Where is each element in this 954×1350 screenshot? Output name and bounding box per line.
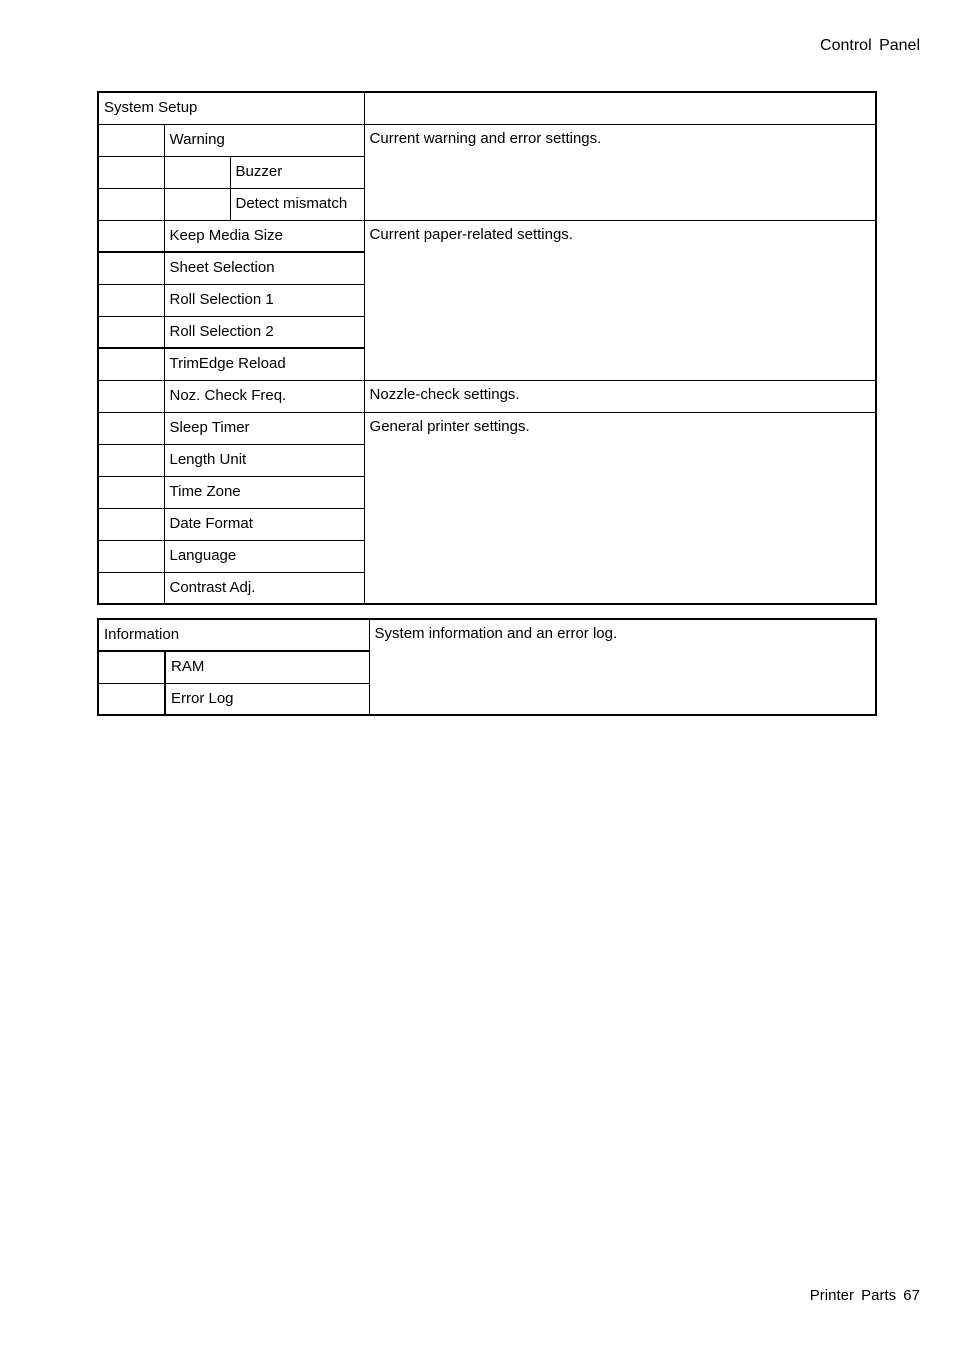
menu-item-language: Language [164,540,364,572]
indent-cell [98,124,164,156]
menu-item-time-zone: Time Zone [164,476,364,508]
menu-item-contrast-adj: Contrast Adj. [164,572,364,604]
system-setup-table [97,91,877,605]
menu-item-trimedge-reload: TrimEdge Reload [164,348,364,380]
indent-cell [98,252,164,284]
table-row [98,619,876,651]
paper-description: Current paper-related settings. [364,220,876,380]
indent-cell [98,220,164,252]
indent-cell [98,412,164,444]
indent-cell [98,316,164,348]
table-row [98,380,876,412]
indent-cell [98,540,164,572]
information-table [97,618,877,716]
indent-cell [98,683,165,715]
indent-cell [98,284,164,316]
menu-item-roll-selection-2: Roll Selection 2 [164,316,364,348]
menu-item-date-format: Date Format [164,508,364,540]
page-header-title: Control Panel [820,37,920,54]
indent-cell [98,444,164,476]
system-setup-description [364,92,876,124]
indent-cell [98,572,164,604]
menu-item-sleep-timer: Sleep Timer [164,412,364,444]
information-heading: Information [98,619,369,651]
menu-item-sheet-selection: Sheet Selection [164,252,364,284]
menu-item-ram: RAM [165,651,369,683]
table-row [98,92,876,124]
indent-cell [98,476,164,508]
menu-item-detect-mismatch: Detect mismatch [230,188,364,220]
indent-cell [98,188,164,220]
indent-cell [98,508,164,540]
table-row [98,412,876,444]
indent-cell [98,348,164,380]
indent-cell [98,156,164,188]
nozzle-description: Nozzle-check settings. [364,380,876,412]
page-footer: Printer Parts 67 [809,1287,920,1304]
indent-cell [98,651,165,683]
menu-item-length-unit: Length Unit [164,444,364,476]
table-row [98,124,876,156]
menu-item-roll-selection-1: Roll Selection 1 [164,284,364,316]
indent-cell [98,380,164,412]
system-setup-heading: System Setup [98,92,364,124]
indent-cell [164,188,230,220]
general-description: General printer settings. [364,412,876,604]
menu-item-keep-media-size: Keep Media Size [164,220,364,252]
indent-cell [164,156,230,188]
table-row [98,220,876,252]
menu-item-error-log: Error Log [165,683,369,715]
warning-description: Current warning and error settings. [364,124,876,220]
information-description: System information and an error log. [369,619,876,715]
menu-item-buzzer: Buzzer [230,156,364,188]
menu-item-warning: Warning [164,124,364,156]
menu-item-noz-check-freq: Noz. Check Freq. [164,380,364,412]
